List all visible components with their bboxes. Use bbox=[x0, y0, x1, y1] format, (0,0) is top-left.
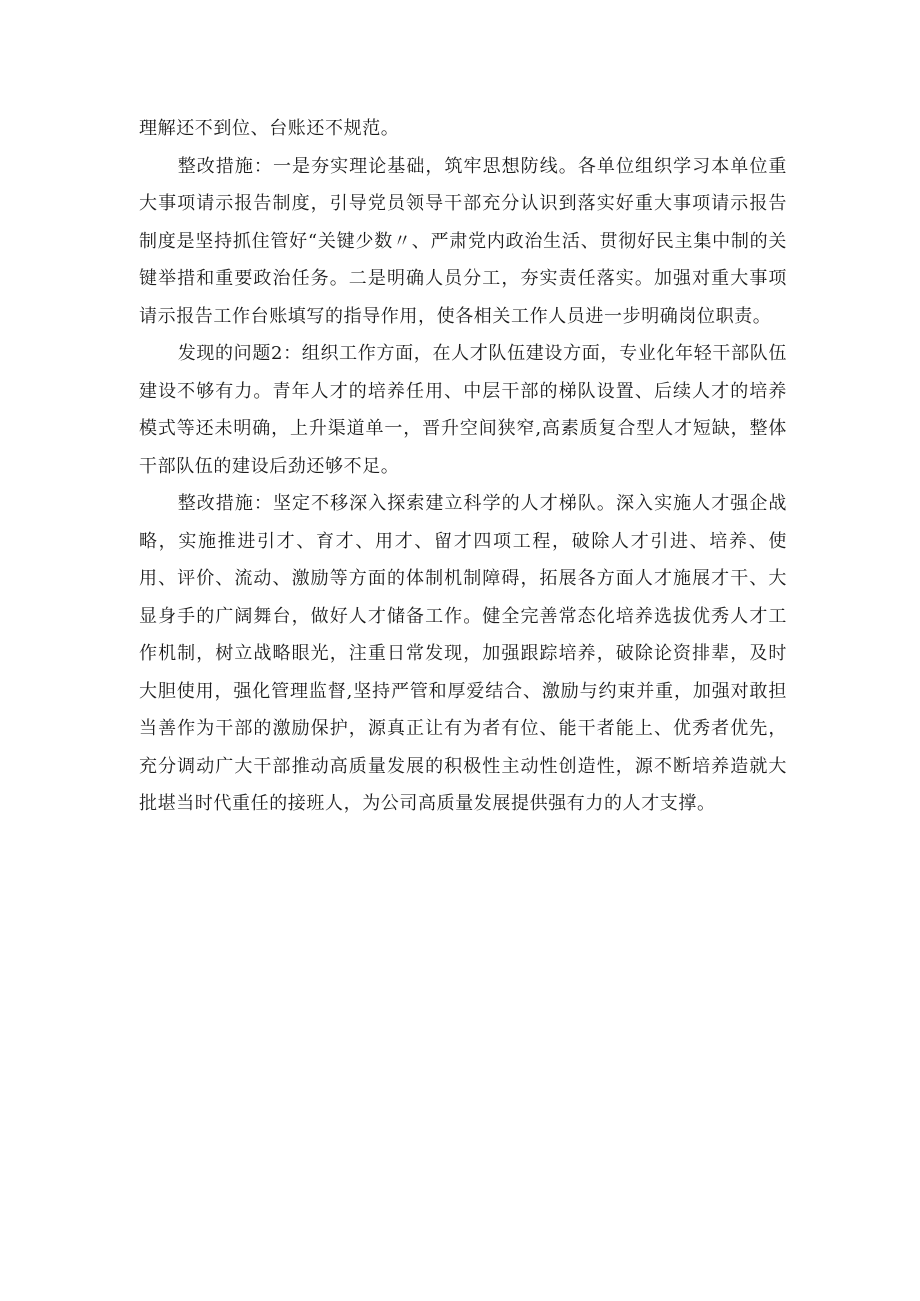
paragraph-rectification-measures-1: 整改措施：一是夯实理论基础，筑牢思想防线。各单位组织学习本单位重大事项请示报告制度，引导党员领导干部充分认识到落实好重大事项请示报告制度是坚持抓住管好“关键少数〃、严肃党内政治生活、贯彻好民主集中制的关键举措和重要政治任务。二是明确人员分工，夯实责任落实。加强对重大事项请示报告工作台账填写的指导作用，使各相关工作人员进一步明确岗位职责。 bbox=[139, 155, 787, 327]
paragraph-continuation: 理解还不到位、台账还不规范。 bbox=[139, 118, 400, 139]
paragraph-rectification-measures-2: 整改措施：坚定不移深入探索建立科学的人才梯队。深入实施人才强企战略，实施推进引才、育才、用才、留才四项工程，破除人才引进、培养、使用、评价、流动、激励等方面的体制机制障碍，拓展各方面人才施展才干、大显身手的广阔舞台，做好人才储备工作。健全完善常态化培养选拔优秀人才工作机制，树立战略眼光，注重日常发现，加强跟踪培养，破除论资排辈，及时大胆使用，强化管理监督,坚持严管和厚爱结合、激励与约束并重，加强对敢担当善作为干部的激励保护，源真正让有为者有位、能干者能上、优秀者优先，充分调动广大干部推动高质量发展的积极性主动性创造性，源不断培养造就大批堪当时代重任的接班人，为公司高质量发展提供强有力的人才支撑。 bbox=[139, 493, 787, 814]
paragraph-problem-2: 发现的问题2：组织工作方面，在人才队伍建设方面，专业化年轻干部队伍建设不够有力。青年人才的培养任用、中层干部的梯队设置、后续人才的培养模式等还未明确，上升渠道单一，晋升空间狭窄,高素质复合型人才短缺，整体干部队伍的建设后劲还够不足。 bbox=[139, 343, 787, 477]
document-body bbox=[139, 110, 787, 823]
